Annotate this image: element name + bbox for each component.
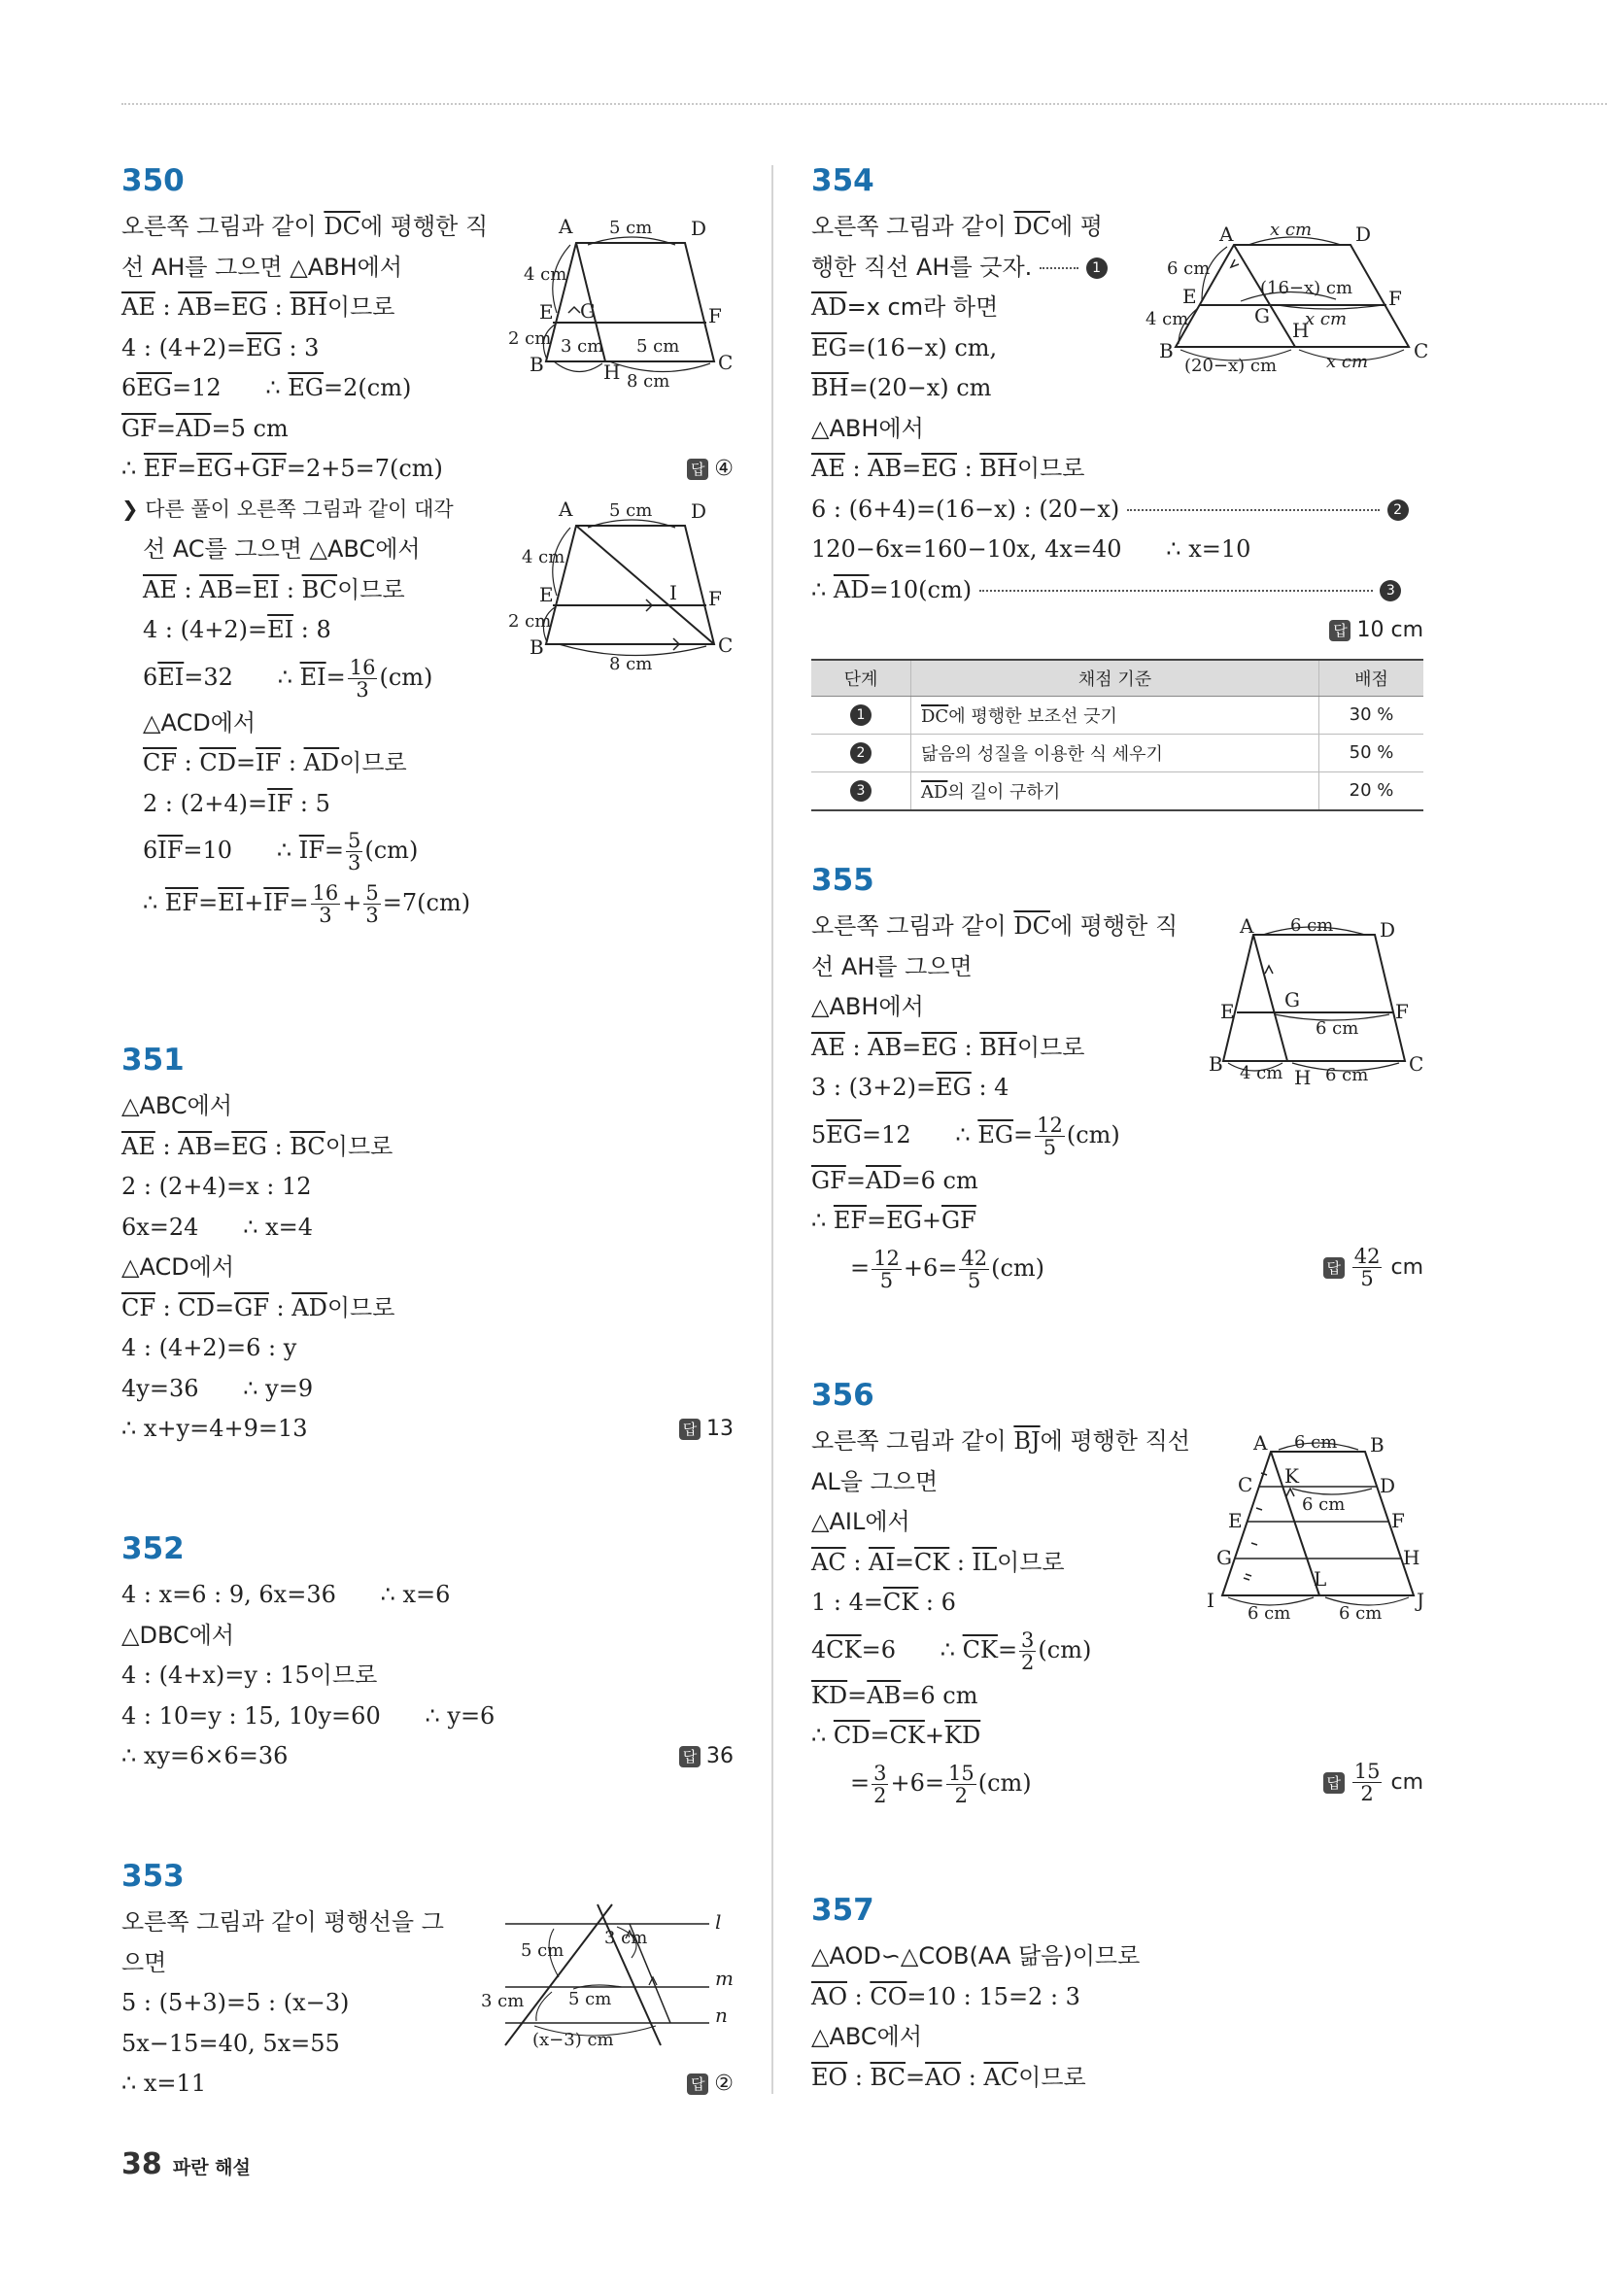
line: $\overline{AE}$ : $\overline{AB}=\overline{EG}$ : $\overline{BC}$이므로 — [121, 1132, 393, 1160]
step-marker-2: 2 — [1387, 499, 1409, 521]
line: = $\frac{3}{2}$ +6= $\frac{15}{2}$ (cm) 답 $\frac{15}{2}$ cm — [811, 1757, 1423, 1809]
label-upper-side: 4 cm — [524, 264, 567, 285]
label-line-n: n — [715, 2004, 728, 2027]
line: △AOD∽△COB(AA 닮음)이므로 — [811, 1942, 1141, 1970]
line: △ABC에서 — [121, 1092, 233, 1119]
label-J: J — [1417, 1589, 1425, 1612]
label-C: C — [718, 634, 734, 657]
line: $\overline{KD}=\overline{AB}=6$ cm — [811, 1681, 978, 1709]
label-top-length: 6 cm — [1290, 915, 1334, 936]
label-E: E — [1228, 1509, 1243, 1532]
label-F: F — [1388, 287, 1402, 310]
answer: 답 $\frac{15}{2}$ cm — [1323, 1757, 1423, 1809]
table-row: 1 $\overline{DC}$에 평행한 보조선 긋기 30 % — [811, 696, 1423, 734]
line: $\overline{AE}$ : $\overline{AB}=\overline{EG}$ : $\overline{BH}$이므로 — [121, 293, 395, 321]
problem-number: 356 — [811, 1378, 874, 1413]
footer-label: 파란 해설 — [172, 2157, 251, 2178]
line: $\overline{AE}$ : $\overline{AB}=\overline{EG}$ : $\overline{BH}$이므로 — [811, 1033, 1085, 1061]
fraction: $\frac{15}{2}$ — [947, 1761, 974, 1807]
label-D: D — [1380, 918, 1396, 942]
line — [811, 610, 1423, 651]
label-bottom-length: 8 cm — [627, 371, 670, 391]
fraction: $\frac{3}{2}$ — [873, 1761, 887, 1807]
line: $6\overline{EI}=32$ ∴ $\overline{EI}=$ $\frac{16}{3}$ (cm) — [143, 655, 433, 702]
label-kd-length: 6 cm — [1302, 1494, 1346, 1515]
label-C: C — [718, 351, 734, 374]
label-lower-side: 2 cm — [508, 328, 552, 349]
line: $\overline{BH}=(20-x)$ cm — [811, 374, 992, 401]
label-3cm-left: 3 cm — [481, 1991, 525, 2011]
label-C: C — [1409, 1052, 1424, 1076]
label-line-m: m — [715, 1967, 734, 1990]
line: $6\overline{EG}=12$ ∴ $\overline{EG}=2(cm)$ — [121, 374, 412, 401]
label-bottom-length: 8 cm — [609, 654, 653, 673]
line: ∴ $\overline{EF}=\overline{EI}+\overline{IF}=$ $\frac{16}{3}$ + $\frac{5}{3}$ =7(cm) — [143, 881, 471, 927]
label-G: G — [1254, 304, 1270, 327]
label-il-length: 6 cm — [1248, 1603, 1291, 1624]
fraction: $\frac{16}{3}$ — [312, 881, 339, 927]
line: 오른쪽 그림과 같이 평행선을 그 — [121, 1908, 444, 1936]
label-F: F — [1395, 1000, 1409, 1023]
table-header: 채점 기준 — [911, 660, 1319, 697]
label-A: A — [559, 498, 573, 521]
problem-number: 350 — [121, 163, 185, 198]
label-5cm: 5 cm — [521, 1940, 564, 1961]
top-dotted-rule — [121, 103, 1607, 105]
line: 2 : (2+4)=x : 12 — [121, 1173, 312, 1200]
line: 4 : 10=y : 15, 10y=60 ∴ y=6 — [121, 1701, 496, 1730]
table-header: 배점 — [1319, 660, 1424, 697]
line: 오른쪽 그림과 같이 $\overline{DC}$에 평행한 직 — [121, 213, 489, 240]
line: 4 : (4+x)=y : 15이므로 — [121, 1662, 378, 1689]
label-C: C — [1414, 339, 1429, 362]
label-bh-length: 4 cm — [1240, 1063, 1283, 1083]
line: △AIL에서 — [811, 1508, 910, 1535]
answer: 답 ② — [687, 2064, 734, 2105]
line: 2 : $(2+4)=\overline{IF}$ : 5 — [143, 789, 330, 817]
label-G: G — [580, 299, 596, 323]
line: $\overline{GF}=\overline{AD}=6$ cm — [811, 1166, 978, 1194]
label-H: H — [1403, 1546, 1420, 1569]
line: 4y=36 ∴ y=9 — [121, 1374, 314, 1402]
label-A: A — [1219, 223, 1234, 246]
line: $\overline{AD}=x$ cm라 하면 — [811, 293, 999, 321]
label-E: E — [1220, 1000, 1235, 1023]
label-G: G — [1216, 1546, 1232, 1569]
line: ∴ $\overline{EF}=\overline{EG}+\overline{GF}=2+5=7(cm)$ 답 ④ — [121, 449, 734, 490]
line: 행한 직선 AH를 긋자. 1 — [811, 248, 1423, 289]
label-hc-length: 6 cm — [1325, 1065, 1369, 1085]
label-line-l: l — [715, 1910, 722, 1934]
problem-number: 354 — [811, 163, 874, 198]
label-3cm-top: 3 cm — [604, 1928, 648, 1948]
line: 으면 — [121, 1948, 167, 1976]
label-B: B — [1370, 1433, 1385, 1456]
line: 4 : (4+2)=6 : y — [121, 1334, 297, 1361]
table-header: 단계 — [811, 660, 911, 697]
label-H: H — [603, 360, 621, 384]
label-H: H — [1292, 319, 1310, 342]
label-gf: x cm — [1305, 309, 1348, 329]
problem-number: 352 — [121, 1531, 185, 1566]
label-eg: (16−x) cm — [1260, 278, 1353, 298]
line: ∴ x+y=4+9=13 답 13 — [121, 1409, 734, 1450]
fraction: $\frac{3}{2}$ — [1021, 1628, 1035, 1674]
fraction: $\frac{5}{3}$ — [365, 881, 379, 927]
label-eb: 4 cm — [1145, 309, 1189, 329]
line: 5 : (5+3)=5 : (x−3) — [121, 1989, 350, 2016]
label-top-length: 5 cm — [609, 218, 653, 238]
line: △ABH에서 — [811, 414, 924, 442]
line: ∴ $\overline{CD}=\overline{CK}+\overline{KD}$ — [811, 1722, 981, 1749]
label-E: E — [539, 300, 554, 324]
line: $\overline{EO}$ : $\overline{BC}=\overline{AO}$ : $\overline{AC}$이므로 — [811, 2063, 1086, 2091]
fraction: $\frac{12}{5}$ — [873, 1246, 900, 1292]
label-upper-side: 4 cm — [522, 547, 565, 567]
line: $\overline{EG}=(16-x)$ cm, — [811, 333, 998, 361]
fraction: $\frac{42}{5}$ — [961, 1246, 988, 1292]
line: $6\overline{IF}=10$ ∴ $\overline{IF}=$ $\frac{5}{3}$ (cm) — [143, 829, 419, 874]
label-top-length: 6 cm — [1294, 1432, 1338, 1453]
problem-357 — [811, 1890, 1423, 2098]
answer: 답 13 — [679, 1409, 734, 1450]
label-L: L — [1314, 1567, 1327, 1591]
problem-number: 351 — [121, 1043, 185, 1078]
line: △ACD에서 — [143, 708, 256, 737]
line: $\overline{CF}$ : $\overline{CD}=\overline{GF}$ : $\overline{AD}$이므로 — [121, 1293, 395, 1321]
line: 4 : x=6 : 9, 6x=36 ∴ x=6 — [121, 1581, 451, 1608]
line: ∴ $\overline{EF}=\overline{EG}+\overline{GF}$ — [811, 1207, 976, 1234]
line: ∴ $\overline{AD}=10(cm)$ 3 — [811, 570, 1423, 611]
line: 선 AC를 그으면 △ABC에서 — [143, 535, 421, 563]
line: 오른쪽 그림과 같이 $\overline{BJ}$에 평행한 직선 — [811, 1427, 1190, 1455]
label-hc: x cm — [1326, 352, 1369, 372]
line: AL을 그으면 — [811, 1467, 939, 1495]
label-B: B — [1159, 339, 1174, 362]
label-bh: (20−x) cm — [1184, 356, 1278, 376]
label-A: A — [1253, 1431, 1268, 1455]
fraction: $\frac{5}{3}$ — [348, 829, 361, 874]
line: 4 : $(4+2)=\overline{EG}$ : 3 — [121, 333, 320, 361]
figure-350-trapezoid-1 — [500, 216, 743, 391]
line: 4 : $(4+2)=\overline{EI}$ : 8 — [143, 616, 331, 643]
label-D: D — [691, 217, 707, 240]
line: 오른쪽 그림과 같이 $\overline{DC}$에 평 — [811, 213, 1103, 240]
label-D: D — [691, 499, 707, 523]
line: $\overline{AC}$ : $\overline{AI}=\overline{CK}$ : $\overline{IL}$이므로 — [811, 1548, 1065, 1576]
label-eg-length: 3 cm — [561, 336, 604, 357]
line: 선 AH를 그으면 △ABH에서 — [121, 253, 403, 281]
line: △ACD에서 — [121, 1253, 235, 1281]
page-footer — [121, 2147, 251, 2181]
line: 120−6x=160−10x, 4x=40 ∴ x=10 — [811, 535, 1251, 563]
problem-352 — [121, 1528, 734, 1777]
label-E: E — [539, 583, 554, 606]
figure-356-trapezoid — [1205, 1428, 1428, 1632]
page-number: 38 — [121, 2147, 162, 2181]
figure-355-trapezoid — [1205, 913, 1428, 1088]
line: $5\overline{EG}=12$ ∴ $\overline{EG}=$ $\frac{12}{5}$ (cm) — [811, 1113, 1120, 1159]
line: 6x=24 ∴ x=4 — [121, 1213, 314, 1241]
line: $4\overline{CK}=6$ ∴ $\overline{CK}=$ $\frac{3}{2}$ (cm) — [811, 1628, 1092, 1674]
line: 선 AH를 그으면 — [811, 952, 973, 980]
label-F: F — [708, 304, 722, 327]
label-A: A — [1240, 914, 1254, 938]
answer: 답 36 — [679, 1736, 734, 1777]
answer: 답 $\frac{42}{5}$ cm — [1323, 1242, 1423, 1294]
answer: 답 10 cm — [1329, 610, 1423, 651]
label-C: C — [1238, 1473, 1253, 1496]
line: 3 : $(3+2)=\overline{EG}$ : 4 — [811, 1074, 1009, 1101]
label-I: I — [1207, 1589, 1214, 1612]
fraction: $\frac{12}{5}$ — [1037, 1113, 1063, 1159]
label-B: B — [530, 635, 544, 659]
line: $\overline{AE}$ : $\overline{AB}=\overline{EI}$ : $\overline{BC}$이므로 — [143, 575, 405, 603]
line: 1 : $4=\overline{CK}$ : 6 — [811, 1589, 956, 1616]
problem-number: 355 — [811, 863, 874, 898]
alt-solution-label: ❯ 다른 풀이 오른쪽 그림과 같이 대각 — [121, 497, 454, 521]
table-row: 2 닮음의 성질을 이용한 식 세우기 50 % — [811, 734, 1423, 771]
step-marker-3: 3 — [1380, 580, 1401, 601]
grading-table — [811, 659, 1423, 811]
line: △ABC에서 — [811, 2023, 923, 2050]
line: 6 : (6+4)=(16−x) : (20−x) 2 — [811, 490, 1423, 531]
fraction: $\frac{16}{3}$ — [349, 655, 376, 702]
figure-350-trapezoid-2 — [500, 498, 743, 673]
line: △ABH에서 — [811, 993, 924, 1020]
problem-number: 357 — [811, 1893, 874, 1928]
label-gf-length: 5 cm — [636, 336, 680, 357]
label-F: F — [708, 587, 722, 610]
label-G: G — [1284, 988, 1300, 1011]
label-A: A — [559, 216, 573, 238]
line: 오른쪽 그림과 같이 $\overline{DC}$에 평행한 직 — [811, 912, 1179, 940]
column-divider — [771, 165, 773, 2094]
label-lower-side: 2 cm — [508, 611, 552, 632]
label-top-length: x cm — [1270, 220, 1313, 240]
line: $\overline{AO}$ : $\overline{CO}=10$ : 15=2 : 3 — [811, 1982, 1080, 2010]
problem-351 — [121, 1040, 734, 1450]
label-lj-length: 6 cm — [1339, 1603, 1383, 1624]
label-D: D — [1380, 1474, 1396, 1497]
figure-353-parallel-lines — [476, 1900, 738, 2055]
line: △DBC에서 — [121, 1621, 235, 1649]
label-E: E — [1182, 285, 1197, 308]
line: ∴ xy=6×6=36 답 36 — [121, 1736, 734, 1777]
table-row: 3 $\overline{AD}$의 길이 구하기 20 % — [811, 771, 1423, 810]
label-top-length: 5 cm — [609, 500, 653, 521]
label-H: H — [1294, 1066, 1312, 1088]
label-D: D — [1355, 223, 1372, 246]
label-I: I — [669, 581, 677, 604]
line: = $\frac{12}{5}$ +6= $\frac{42}{5}$ (cm) 답 $\frac{42}{5}$ cm — [811, 1242, 1423, 1294]
line: $\overline{CF}$ : $\overline{CD}=\overline{IF}$ : $\overline{AD}$이므로 — [143, 749, 407, 776]
label-5cm-mid: 5 cm — [568, 1989, 612, 2009]
line: $\overline{AE}$ : $\overline{AB}=\overline{EG}$ : $\overline{BH}$이므로 — [811, 455, 1085, 482]
label-K: K — [1284, 1464, 1299, 1488]
label-gf-length: 6 cm — [1316, 1018, 1359, 1039]
line: $\overline{GF}=\overline{AD}=5$ cm — [121, 414, 289, 442]
figure-354-trapezoid — [1142, 216, 1433, 381]
answer: 답 ④ — [687, 449, 734, 490]
problem-number: 353 — [121, 1859, 185, 1894]
label-B: B — [530, 353, 544, 376]
line: ∴ x=11 답 ② — [121, 2064, 734, 2105]
label-B: B — [1209, 1052, 1223, 1076]
step-marker-1: 1 — [1086, 257, 1108, 279]
label-x-minus-3: (x−3) cm — [532, 2030, 614, 2050]
line: 5x−15=40, 5x=55 — [121, 2029, 340, 2057]
label-F: F — [1391, 1509, 1405, 1532]
label-ae: 6 cm — [1167, 258, 1211, 279]
